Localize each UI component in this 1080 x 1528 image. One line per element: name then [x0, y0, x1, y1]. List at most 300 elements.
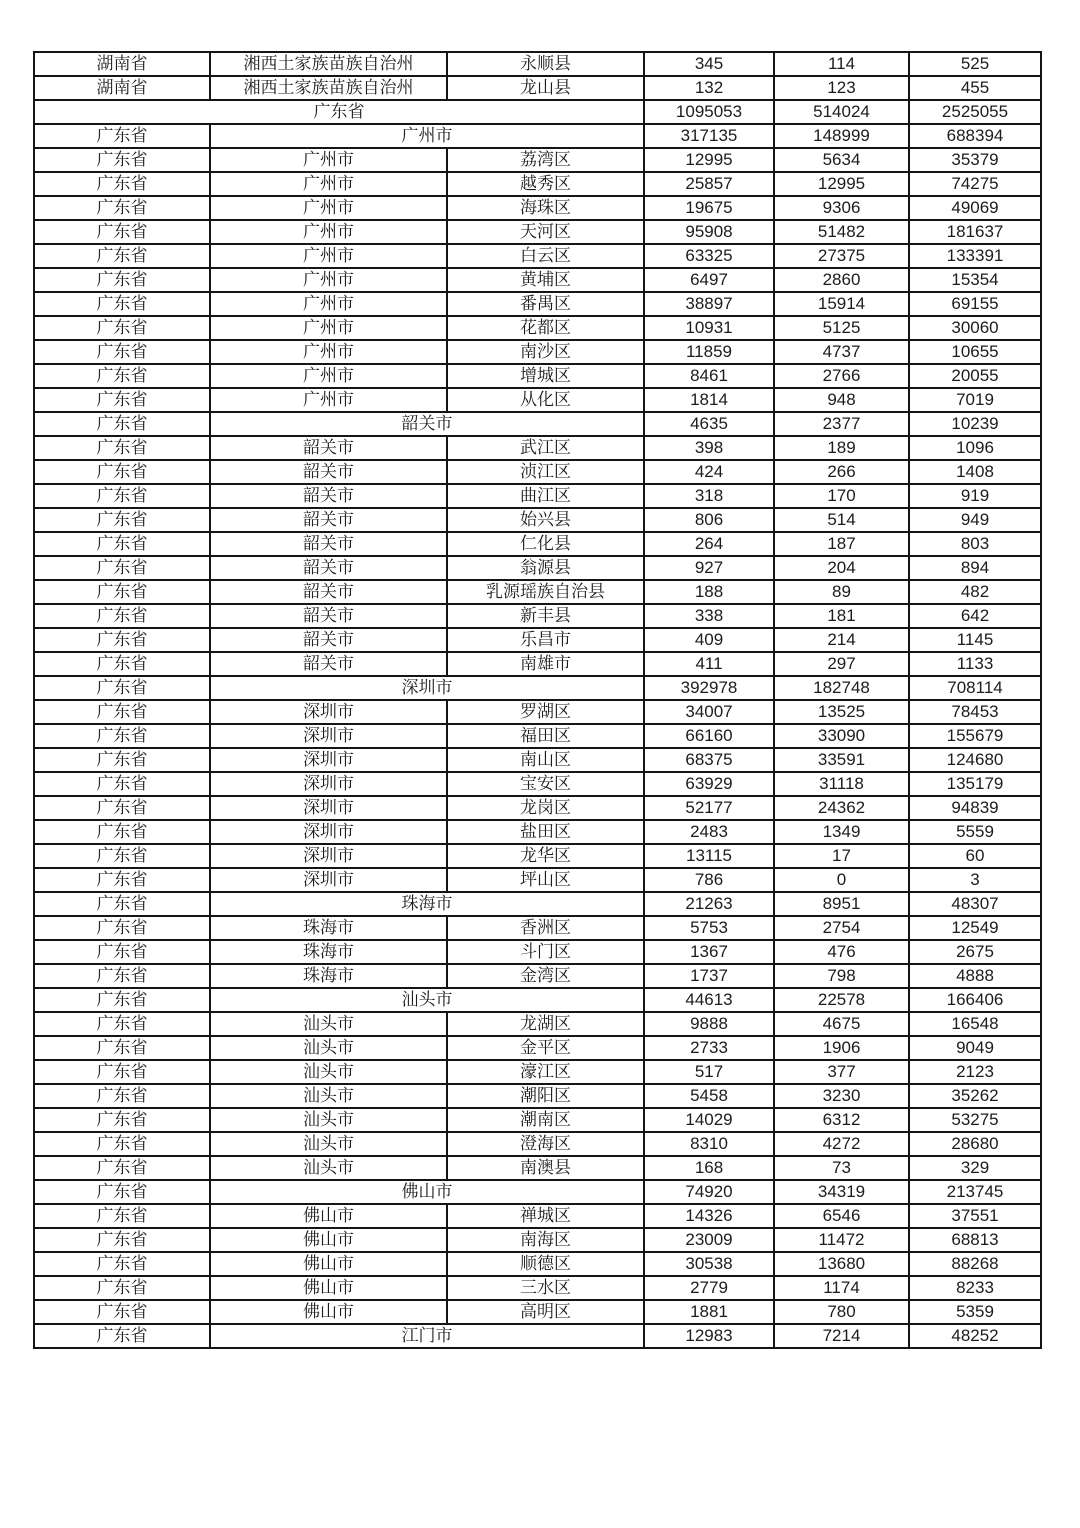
cell-value-2: 1906 — [774, 1036, 909, 1060]
regional-data-table — [33, 51, 1042, 1349]
cell-value-3: 708114 — [909, 676, 1041, 700]
table-row — [34, 628, 1041, 652]
cell-city: 深圳市 — [210, 724, 447, 748]
table-row — [34, 292, 1041, 316]
cell-value-2: 34319 — [774, 1180, 909, 1204]
cell-province: 广东省 — [34, 148, 210, 172]
cell-city: 佛山市 — [210, 1204, 447, 1228]
cell-province: 广东省 — [34, 652, 210, 676]
cell-city-total: 江门市 — [210, 1324, 644, 1348]
cell-province: 广东省 — [34, 412, 210, 436]
cell-province: 广东省 — [34, 796, 210, 820]
cell-city-total: 韶关市 — [210, 412, 644, 436]
cell-province: 广东省 — [34, 988, 210, 1012]
cell-city-total: 广州市 — [210, 124, 644, 148]
cell-value-2: 182748 — [774, 676, 909, 700]
cell-value-1: 23009 — [644, 1228, 774, 1252]
cell-value-2: 514024 — [774, 100, 909, 124]
cell-city: 韶关市 — [210, 508, 447, 532]
cell-value-3: 2123 — [909, 1060, 1041, 1084]
cell-city: 汕头市 — [210, 1012, 447, 1036]
cell-value-3: 4888 — [909, 964, 1041, 988]
cell-province: 广东省 — [34, 292, 210, 316]
cell-value-2: 5634 — [774, 148, 909, 172]
cell-city-total: 佛山市 — [210, 1180, 644, 1204]
cell-value-3: 2525055 — [909, 100, 1041, 124]
cell-city: 韶关市 — [210, 652, 447, 676]
cell-value-1: 8461 — [644, 364, 774, 388]
cell-value-1: 8310 — [644, 1132, 774, 1156]
cell-value-3: 28680 — [909, 1132, 1041, 1156]
table-row — [34, 1324, 1041, 1348]
cell-city: 广州市 — [210, 220, 447, 244]
cell-district: 新丰县 — [447, 604, 644, 628]
cell-city: 广州市 — [210, 268, 447, 292]
cell-value-2: 0 — [774, 868, 909, 892]
cell-province: 广东省 — [34, 316, 210, 340]
cell-district: 花都区 — [447, 316, 644, 340]
cell-value-2: 4737 — [774, 340, 909, 364]
cell-value-3: 48307 — [909, 892, 1041, 916]
cell-value-2: 297 — [774, 652, 909, 676]
cell-value-3: 68813 — [909, 1228, 1041, 1252]
cell-city: 深圳市 — [210, 796, 447, 820]
cell-value-2: 9306 — [774, 196, 909, 220]
cell-value-3: 10239 — [909, 412, 1041, 436]
table-row — [34, 1180, 1041, 1204]
cell-province: 广东省 — [34, 340, 210, 364]
cell-city: 湘西土家族苗族自治州 — [210, 76, 447, 100]
table-row — [34, 532, 1041, 556]
cell-province: 广东省 — [34, 964, 210, 988]
cell-value-1: 6497 — [644, 268, 774, 292]
cell-district: 高明区 — [447, 1300, 644, 1324]
cell-value-1: 517 — [644, 1060, 774, 1084]
cell-province: 广东省 — [34, 1012, 210, 1036]
cell-value-1: 44613 — [644, 988, 774, 1012]
cell-city: 韶关市 — [210, 556, 447, 580]
cell-value-3: 9049 — [909, 1036, 1041, 1060]
cell-value-3: 133391 — [909, 244, 1041, 268]
cell-district: 潮阳区 — [447, 1084, 644, 1108]
cell-value-3: 1408 — [909, 460, 1041, 484]
cell-value-3: 8233 — [909, 1276, 1041, 1300]
cell-value-3: 124680 — [909, 748, 1041, 772]
cell-value-1: 411 — [644, 652, 774, 676]
cell-value-3: 35262 — [909, 1084, 1041, 1108]
cell-district: 濠江区 — [447, 1060, 644, 1084]
cell-city: 韶关市 — [210, 484, 447, 508]
cell-city: 珠海市 — [210, 940, 447, 964]
cell-district: 盐田区 — [447, 820, 644, 844]
cell-province: 广东省 — [34, 196, 210, 220]
cell-value-2: 27375 — [774, 244, 909, 268]
cell-city: 广州市 — [210, 340, 447, 364]
cell-value-1: 95908 — [644, 220, 774, 244]
table-row — [34, 1300, 1041, 1324]
cell-city: 深圳市 — [210, 868, 447, 892]
cell-value-1: 2733 — [644, 1036, 774, 1060]
cell-value-1: 21263 — [644, 892, 774, 916]
cell-value-3: 1133 — [909, 652, 1041, 676]
cell-value-2: 73 — [774, 1156, 909, 1180]
cell-city: 广州市 — [210, 196, 447, 220]
cell-province: 广东省 — [34, 724, 210, 748]
table-row — [34, 1084, 1041, 1108]
cell-city: 汕头市 — [210, 1132, 447, 1156]
cell-value-2: 12995 — [774, 172, 909, 196]
cell-district: 龙湖区 — [447, 1012, 644, 1036]
table-row — [34, 148, 1041, 172]
cell-city: 广州市 — [210, 148, 447, 172]
cell-value-3: 525 — [909, 52, 1041, 76]
cell-value-1: 2779 — [644, 1276, 774, 1300]
cell-value-2: 24362 — [774, 796, 909, 820]
cell-district: 澄海区 — [447, 1132, 644, 1156]
cell-province: 广东省 — [34, 892, 210, 916]
cell-city: 佛山市 — [210, 1300, 447, 1324]
cell-city: 深圳市 — [210, 700, 447, 724]
cell-district: 乳源瑶族自治县 — [447, 580, 644, 604]
table-row — [34, 412, 1041, 436]
cell-district: 翁源县 — [447, 556, 644, 580]
table-row — [34, 196, 1041, 220]
cell-value-2: 148999 — [774, 124, 909, 148]
cell-province: 广东省 — [34, 916, 210, 940]
cell-district: 潮南区 — [447, 1108, 644, 1132]
cell-value-2: 377 — [774, 1060, 909, 1084]
table-row — [34, 316, 1041, 340]
cell-province: 广东省 — [34, 820, 210, 844]
table-row — [34, 1228, 1041, 1252]
cell-value-2: 2377 — [774, 412, 909, 436]
table-row — [34, 652, 1041, 676]
cell-province: 广东省 — [34, 700, 210, 724]
table-row — [34, 892, 1041, 916]
cell-value-3: 3 — [909, 868, 1041, 892]
cell-district: 南雄市 — [447, 652, 644, 676]
cell-district: 顺德区 — [447, 1252, 644, 1276]
cell-value-1: 13115 — [644, 844, 774, 868]
cell-value-2: 6546 — [774, 1204, 909, 1228]
cell-value-3: 5559 — [909, 820, 1041, 844]
cell-value-3: 329 — [909, 1156, 1041, 1180]
cell-district: 南山区 — [447, 748, 644, 772]
cell-province: 广东省 — [34, 244, 210, 268]
cell-value-2: 181 — [774, 604, 909, 628]
cell-district: 南澳县 — [447, 1156, 644, 1180]
table-row — [34, 244, 1041, 268]
cell-value-1: 398 — [644, 436, 774, 460]
cell-province: 广东省 — [34, 1180, 210, 1204]
table-row — [34, 1012, 1041, 1036]
cell-province: 广东省 — [34, 460, 210, 484]
cell-value-3: 455 — [909, 76, 1041, 100]
cell-value-1: 1814 — [644, 388, 774, 412]
cell-value-2: 1349 — [774, 820, 909, 844]
cell-district: 海珠区 — [447, 196, 644, 220]
cell-district: 三水区 — [447, 1276, 644, 1300]
cell-value-3: 35379 — [909, 148, 1041, 172]
cell-value-2: 2754 — [774, 916, 909, 940]
cell-province: 广东省 — [34, 604, 210, 628]
cell-city: 汕头市 — [210, 1108, 447, 1132]
cell-province: 广东省 — [34, 1276, 210, 1300]
cell-district: 宝安区 — [447, 772, 644, 796]
cell-value-1: 12995 — [644, 148, 774, 172]
cell-province: 广东省 — [34, 844, 210, 868]
cell-city: 深圳市 — [210, 844, 447, 868]
cell-value-3: 1145 — [909, 628, 1041, 652]
cell-city: 广州市 — [210, 316, 447, 340]
cell-value-1: 63929 — [644, 772, 774, 796]
cell-province: 广东省 — [34, 364, 210, 388]
cell-value-3: 5359 — [909, 1300, 1041, 1324]
table-row — [34, 100, 1041, 124]
cell-city: 珠海市 — [210, 916, 447, 940]
cell-city-total: 珠海市 — [210, 892, 644, 916]
cell-province: 广东省 — [34, 1156, 210, 1180]
cell-city-total: 深圳市 — [210, 676, 644, 700]
table-row — [34, 748, 1041, 772]
cell-value-1: 168 — [644, 1156, 774, 1180]
table-row — [34, 484, 1041, 508]
cell-province: 广东省 — [34, 172, 210, 196]
cell-value-2: 22578 — [774, 988, 909, 1012]
cell-value-3: 12549 — [909, 916, 1041, 940]
table-row — [34, 556, 1041, 580]
cell-district: 黄埔区 — [447, 268, 644, 292]
cell-value-2: 5125 — [774, 316, 909, 340]
cell-value-2: 7214 — [774, 1324, 909, 1348]
cell-value-2: 6312 — [774, 1108, 909, 1132]
cell-district: 禅城区 — [447, 1204, 644, 1228]
cell-district: 增城区 — [447, 364, 644, 388]
cell-city: 广州市 — [210, 244, 447, 268]
cell-city: 佛山市 — [210, 1276, 447, 1300]
cell-value-2: 114 — [774, 52, 909, 76]
cell-value-3: 49069 — [909, 196, 1041, 220]
cell-value-2: 170 — [774, 484, 909, 508]
cell-value-3: 688394 — [909, 124, 1041, 148]
cell-province: 广东省 — [34, 868, 210, 892]
cell-province: 广东省 — [34, 268, 210, 292]
cell-value-2: 214 — [774, 628, 909, 652]
cell-value-3: 2675 — [909, 940, 1041, 964]
cell-value-1: 66160 — [644, 724, 774, 748]
table-row — [34, 916, 1041, 940]
cell-value-3: 74275 — [909, 172, 1041, 196]
cell-city: 佛山市 — [210, 1252, 447, 1276]
cell-province: 广东省 — [34, 556, 210, 580]
cell-province: 广东省 — [34, 508, 210, 532]
cell-value-2: 2860 — [774, 268, 909, 292]
cell-value-3: 919 — [909, 484, 1041, 508]
table-row — [34, 436, 1041, 460]
cell-value-1: 317135 — [644, 124, 774, 148]
cell-value-2: 17 — [774, 844, 909, 868]
cell-district: 荔湾区 — [447, 148, 644, 172]
cell-value-1: 30538 — [644, 1252, 774, 1276]
table-row — [34, 868, 1041, 892]
cell-value-3: 60 — [909, 844, 1041, 868]
table-row — [34, 580, 1041, 604]
cell-value-1: 188 — [644, 580, 774, 604]
cell-province: 广东省 — [34, 1036, 210, 1060]
table-row — [34, 724, 1041, 748]
cell-province: 广东省 — [34, 1132, 210, 1156]
cell-value-2: 3230 — [774, 1084, 909, 1108]
table-row — [34, 964, 1041, 988]
cell-city: 深圳市 — [210, 772, 447, 796]
table-row — [34, 220, 1041, 244]
cell-value-1: 9888 — [644, 1012, 774, 1036]
cell-value-1: 409 — [644, 628, 774, 652]
cell-city: 广州市 — [210, 364, 447, 388]
cell-province: 广东省 — [34, 772, 210, 796]
cell-value-1: 1881 — [644, 1300, 774, 1324]
cell-city-total: 汕头市 — [210, 988, 644, 1012]
cell-province: 湖南省 — [34, 52, 210, 76]
cell-city: 汕头市 — [210, 1156, 447, 1180]
table-row — [34, 76, 1041, 100]
cell-value-3: 20055 — [909, 364, 1041, 388]
table-row — [34, 172, 1041, 196]
cell-value-2: 2766 — [774, 364, 909, 388]
cell-district: 坪山区 — [447, 868, 644, 892]
cell-value-3: 30060 — [909, 316, 1041, 340]
cell-value-3: 7019 — [909, 388, 1041, 412]
cell-value-2: 1174 — [774, 1276, 909, 1300]
cell-city: 韶关市 — [210, 460, 447, 484]
cell-district: 乐昌市 — [447, 628, 644, 652]
cell-value-1: 1095053 — [644, 100, 774, 124]
cell-district: 斗门区 — [447, 940, 644, 964]
cell-district: 曲江区 — [447, 484, 644, 508]
table-row — [34, 820, 1041, 844]
cell-district: 始兴县 — [447, 508, 644, 532]
cell-value-3: 37551 — [909, 1204, 1041, 1228]
cell-value-1: 318 — [644, 484, 774, 508]
cell-value-3: 88268 — [909, 1252, 1041, 1276]
cell-province: 广东省 — [34, 580, 210, 604]
table-row — [34, 508, 1041, 532]
cell-value-2: 4272 — [774, 1132, 909, 1156]
cell-district: 浈江区 — [447, 460, 644, 484]
table-row — [34, 1060, 1041, 1084]
table-row — [34, 1204, 1041, 1228]
cell-value-1: 34007 — [644, 700, 774, 724]
cell-province: 广东省 — [34, 532, 210, 556]
cell-city: 汕头市 — [210, 1084, 447, 1108]
cell-value-2: 8951 — [774, 892, 909, 916]
table-row — [34, 1276, 1041, 1300]
cell-district: 金湾区 — [447, 964, 644, 988]
cell-city: 湘西土家族苗族自治州 — [210, 52, 447, 76]
cell-value-1: 345 — [644, 52, 774, 76]
cell-value-1: 338 — [644, 604, 774, 628]
cell-district: 龙华区 — [447, 844, 644, 868]
cell-district: 从化区 — [447, 388, 644, 412]
table-row — [34, 1132, 1041, 1156]
cell-value-3: 94839 — [909, 796, 1041, 820]
cell-value-1: 52177 — [644, 796, 774, 820]
cell-province: 广东省 — [34, 1324, 210, 1348]
cell-value-3: 135179 — [909, 772, 1041, 796]
cell-value-2: 15914 — [774, 292, 909, 316]
table-row — [34, 52, 1041, 76]
cell-district: 南沙区 — [447, 340, 644, 364]
cell-value-2: 187 — [774, 532, 909, 556]
cell-value-3: 166406 — [909, 988, 1041, 1012]
cell-value-2: 31118 — [774, 772, 909, 796]
cell-province: 广东省 — [34, 748, 210, 772]
cell-value-2: 51482 — [774, 220, 909, 244]
cell-value-1: 14029 — [644, 1108, 774, 1132]
cell-city: 韶关市 — [210, 580, 447, 604]
cell-value-1: 1737 — [644, 964, 774, 988]
table-body — [34, 52, 1041, 1348]
cell-value-1: 19675 — [644, 196, 774, 220]
cell-value-2: 11472 — [774, 1228, 909, 1252]
cell-district: 龙岗区 — [447, 796, 644, 820]
cell-province: 广东省 — [34, 484, 210, 508]
cell-value-1: 424 — [644, 460, 774, 484]
cell-district: 白云区 — [447, 244, 644, 268]
cell-city: 韶关市 — [210, 436, 447, 460]
table-row — [34, 772, 1041, 796]
cell-district: 武江区 — [447, 436, 644, 460]
cell-value-2: 948 — [774, 388, 909, 412]
cell-value-1: 927 — [644, 556, 774, 580]
cell-value-2: 780 — [774, 1300, 909, 1324]
cell-value-1: 68375 — [644, 748, 774, 772]
cell-value-3: 78453 — [909, 700, 1041, 724]
cell-district: 仁化县 — [447, 532, 644, 556]
cell-value-2: 13680 — [774, 1252, 909, 1276]
cell-district: 金平区 — [447, 1036, 644, 1060]
cell-value-3: 642 — [909, 604, 1041, 628]
cell-city: 广州市 — [210, 172, 447, 196]
table-row — [34, 340, 1041, 364]
cell-value-3: 69155 — [909, 292, 1041, 316]
cell-value-3: 213745 — [909, 1180, 1041, 1204]
cell-value-3: 1096 — [909, 436, 1041, 460]
cell-province: 广东省 — [34, 124, 210, 148]
cell-value-3: 803 — [909, 532, 1041, 556]
cell-value-1: 12983 — [644, 1324, 774, 1348]
cell-province: 广东省 — [34, 1228, 210, 1252]
cell-value-1: 806 — [644, 508, 774, 532]
table-row — [34, 940, 1041, 964]
cell-value-1: 1367 — [644, 940, 774, 964]
cell-value-3: 482 — [909, 580, 1041, 604]
cell-city: 韶关市 — [210, 532, 447, 556]
cell-value-2: 13525 — [774, 700, 909, 724]
cell-value-3: 53275 — [909, 1108, 1041, 1132]
cell-value-2: 514 — [774, 508, 909, 532]
cell-value-1: 2483 — [644, 820, 774, 844]
cell-value-1: 11859 — [644, 340, 774, 364]
cell-value-1: 132 — [644, 76, 774, 100]
cell-province: 广东省 — [34, 436, 210, 460]
cell-value-1: 5458 — [644, 1084, 774, 1108]
cell-province: 广东省 — [34, 676, 210, 700]
cell-city: 汕头市 — [210, 1036, 447, 1060]
cell-province: 广东省 — [34, 1252, 210, 1276]
table-row — [34, 364, 1041, 388]
cell-value-2: 476 — [774, 940, 909, 964]
